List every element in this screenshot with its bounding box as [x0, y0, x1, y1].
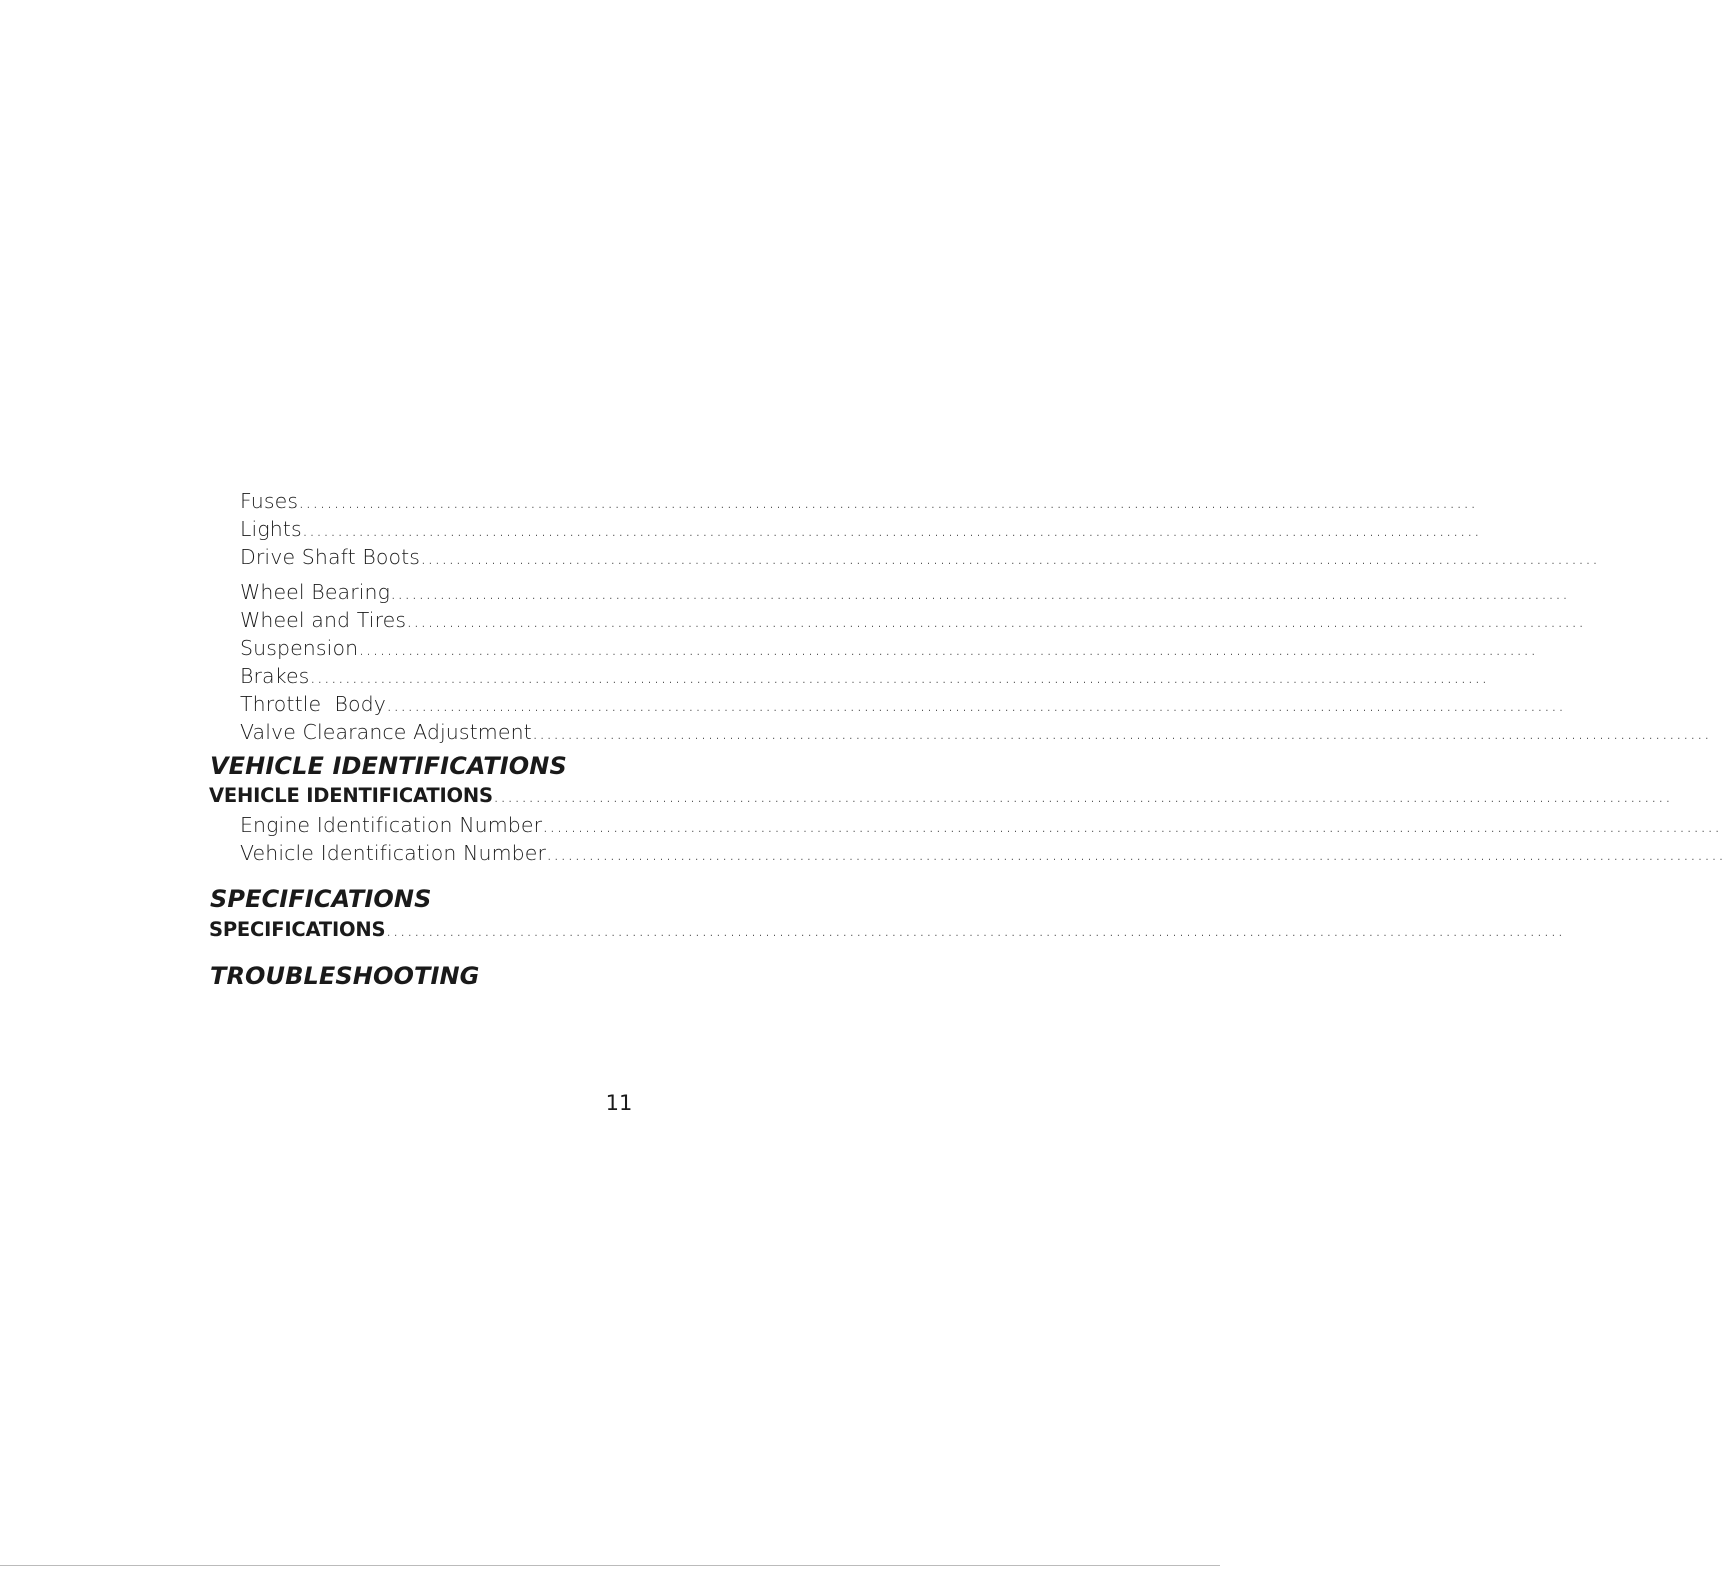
toc-entry-label: Engine Identification Number	[240, 813, 543, 837]
toc-entry-label: Fuses	[240, 489, 299, 513]
leader-dots: ........................................................................................................................................................................	[531, 720, 1711, 744]
section-heading-specifications: SPECIFICATIONS	[210, 885, 432, 913]
leader-dots: ........................................................................................................................................................................	[309, 664, 1489, 688]
bottom-divider	[0, 1565, 1220, 1566]
leader-dots: ........................................................................................................................................................................	[420, 545, 1599, 569]
toc-entry-label: Wheel Bearing	[240, 580, 391, 604]
toc-entry-label: Suspension	[240, 636, 359, 660]
toc-entry-label: Drive Shaft Boots	[240, 545, 421, 569]
leader-dots: ........................................................................................................................................................................	[358, 636, 1537, 660]
toc-entry-label: Valve Clearance Adjustment	[240, 720, 532, 744]
toc-entry-label: Throttle Body	[240, 692, 386, 716]
leader-dots: ........................................................................................................................................................................	[546, 841, 1725, 865]
leader-dots: ........................................................................................................................................................................	[406, 608, 1585, 632]
leader-dots: ........................................................................................................................................................................	[492, 783, 1672, 807]
leader-dots: ........................................................................................................................................................................	[385, 692, 1565, 716]
toc-entry-label: Lights	[240, 517, 302, 541]
toc-entry-label: SPECIFICATIONS	[209, 918, 386, 941]
section-heading-vehicle-identifications: VEHICLE IDENTIFICATIONS	[210, 752, 567, 780]
toc-entry-label: Vehicle Identification Number	[240, 841, 547, 865]
leader-dots: ........................................................................................................................................................................	[298, 489, 1477, 513]
leader-dots: ........................................................................................................................................................................	[542, 813, 1721, 837]
leader-dots: ........................................................................................................................................................................	[301, 517, 1481, 541]
page-number: 11	[605, 1091, 633, 1115]
toc-entry-label: VEHICLE IDENTIFICATIONS	[209, 784, 493, 807]
section-heading-troubleshooting: TROUBLESHOOTING	[210, 962, 480, 990]
leader-dots: ........................................................................................................................................................................	[390, 580, 1569, 604]
toc-entry-label: Wheel and Tires	[240, 608, 407, 632]
toc-entry-label: Brakes	[240, 664, 310, 688]
leader-dots: ........................................................................................................................................................................	[385, 917, 1565, 941]
